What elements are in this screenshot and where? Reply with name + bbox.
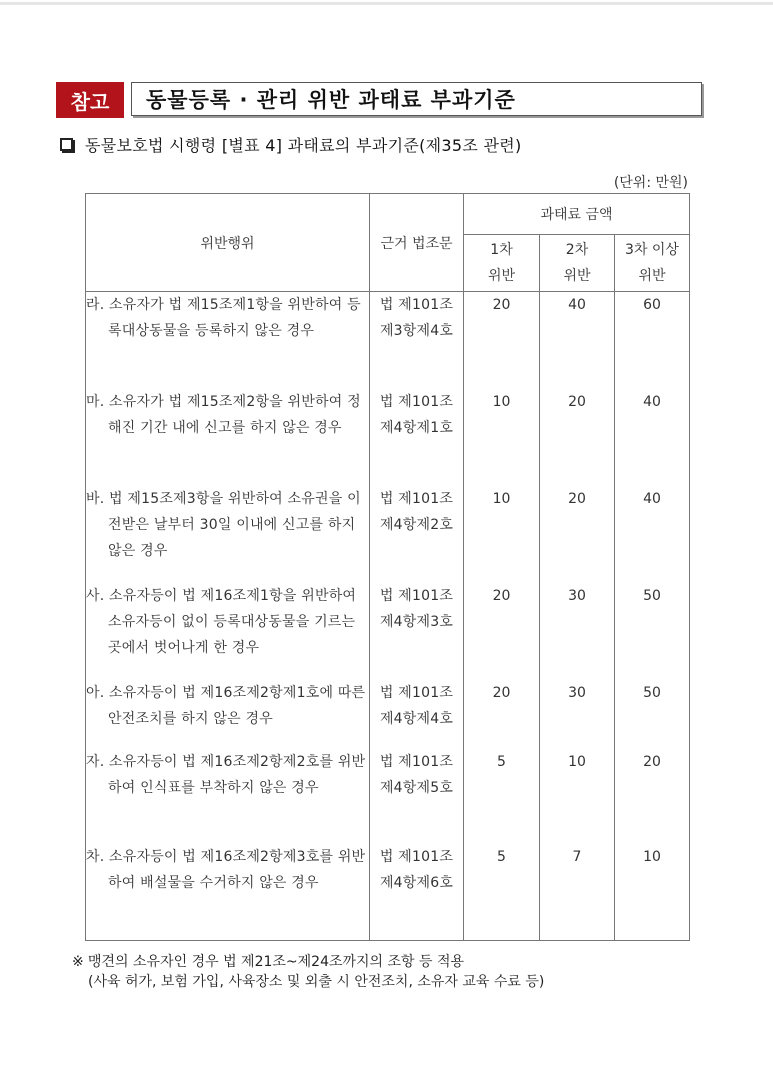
law-cell: 법 제101조 제4항제2호 [370, 486, 464, 583]
header-violation: 위반행위 [86, 194, 370, 292]
fee-cell-3: 50 [615, 680, 690, 749]
square-bullet-icon [60, 138, 73, 151]
header-fee-2: 2차 위반 [540, 235, 615, 292]
table-row [86, 749, 690, 844]
subheading-text: 동물보호법 시행령 [별표 4] 과태료의 부과기준(제35조 관련) [85, 136, 522, 155]
header-fee-group: 과태료 금액 [464, 194, 690, 235]
fee-cell-3: 40 [615, 486, 690, 583]
unit-note: (단위: 만원) [613, 175, 688, 191]
fee-cell-2: 10 [540, 749, 615, 844]
fee-cell-3: 50 [615, 583, 690, 680]
violation-cell: 바. 법 제15조제3항을 위반하여 소유권을 이전받은 날부터 30일 이내에 신고를 하지 않은 경우 [86, 486, 370, 583]
fee-cell-1: 20 [464, 583, 540, 680]
fee-cell-1: 5 [464, 749, 540, 844]
table-row [86, 292, 690, 389]
law-cell: 법 제101조 제4항제6호 [370, 844, 464, 941]
fee-cell-3: 20 [615, 749, 690, 844]
violation-cell: 차. 소유자등이 법 제16조제2항제3호를 위반하여 배설물을 수거하지 않은 경우 [86, 844, 370, 941]
fee-cell-2: 20 [540, 486, 615, 583]
table-row [86, 389, 690, 486]
subheading [60, 133, 522, 156]
law-cell: 법 제101조 제4항제1호 [370, 389, 464, 486]
fee-cell-1: 20 [464, 292, 540, 389]
header-fee-3: 3차 이상 위반 [615, 235, 690, 292]
fee-table [85, 193, 690, 941]
reference-mark-icon: ※ [72, 954, 84, 970]
table-row [86, 486, 690, 583]
law-cell: 법 제101조 제4항제4호 [370, 680, 464, 749]
fee-cell-2: 20 [540, 389, 615, 486]
footnote-line-2: (사육 허가, 보험 가입, 사육장소 및 외출 시 안전조치, 소유자 교육 수료 등) [88, 974, 545, 990]
violation-cell: 자. 소유자등이 법 제16조제2항제2호를 위반하여 인식표를 부착하지 않은 경우 [86, 749, 370, 844]
footnote-line-1: ※ 맹견의 소유자인 경우 법 제21조~제24조까지의 조항 등 적용 [72, 954, 465, 970]
footnote [72, 952, 544, 992]
page-title: 동물등록 · 관리 위반 과태료 부과기준 [131, 82, 702, 116]
header-law: 근거 법조문 [370, 194, 464, 292]
fee-cell-2: 30 [540, 680, 615, 749]
table-row [86, 583, 690, 680]
section-header [56, 82, 704, 120]
violation-cell: 라. 소유자가 법 제15조제1항을 위반하여 등록대상동물을 등록하지 않은 경우 [86, 292, 370, 389]
fee-cell-3: 10 [615, 844, 690, 941]
fee-cell-1: 5 [464, 844, 540, 941]
law-cell: 법 제101조 제3항제4호 [370, 292, 464, 389]
fee-cell-2: 7 [540, 844, 615, 941]
fee-cell-1: 20 [464, 680, 540, 749]
table-row [86, 680, 690, 749]
fee-cell-2: 40 [540, 292, 615, 389]
table-row [86, 844, 690, 941]
fee-cell-1: 10 [464, 389, 540, 486]
header-fee-1: 1차 위반 [464, 235, 540, 292]
law-cell: 법 제101조 제4항제5호 [370, 749, 464, 844]
fee-cell-1: 10 [464, 486, 540, 583]
fee-cell-2: 30 [540, 583, 615, 680]
violation-cell: 마. 소유자가 법 제15조제2항을 위반하여 정해진 기간 내에 신고를 하지 않은 경우 [86, 389, 370, 486]
violation-cell: 사. 소유자등이 법 제16조제1항을 위반하여 소유자등이 없이 등록대상동물을 기르는 곳에서 벗어나게 한 경우 [86, 583, 370, 680]
fee-cell-3: 40 [615, 389, 690, 486]
fee-cell-3: 60 [615, 292, 690, 389]
top-divider [0, 2, 773, 5]
violation-cell: 아. 소유자등이 법 제16조제2항제1호에 따른 안전조치를 하지 않은 경우 [86, 680, 370, 749]
law-cell: 법 제101조 제4항제3호 [370, 583, 464, 680]
reference-badge: 참고 [56, 82, 124, 118]
